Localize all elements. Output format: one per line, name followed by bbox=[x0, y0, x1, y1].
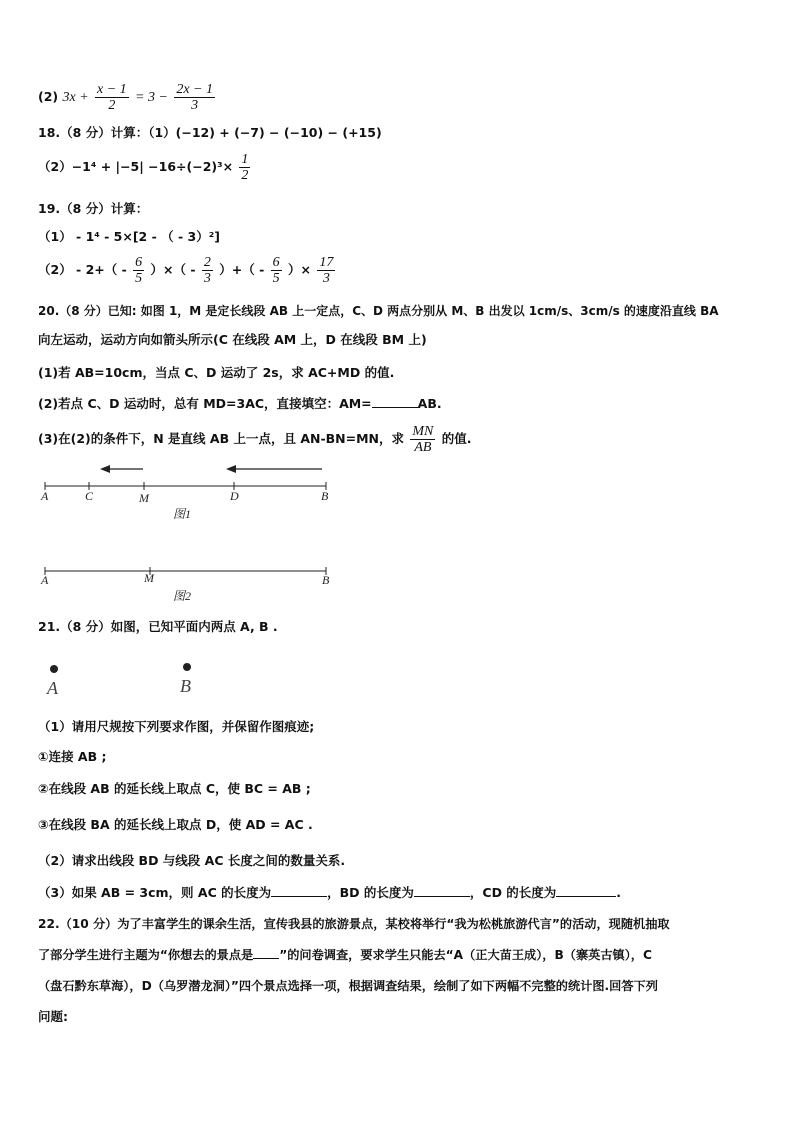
q21-step1a: ①连接 AB ; bbox=[38, 749, 107, 764]
q20-line2: 向左运动，运动方向如箭头所示(C 在线段 AM 上，D 在线段 BM 上) bbox=[38, 332, 427, 347]
point-b-label: B bbox=[180, 676, 191, 696]
q22-line2 bbox=[38, 946, 652, 964]
q21-step3-c: ，CD 的长度为 bbox=[469, 885, 557, 900]
q20-part2 bbox=[38, 395, 442, 413]
q21-step1c: ③在线段 BA 的延长线上取点 D，使 AD = AC . bbox=[38, 817, 313, 832]
q19-frac4-num: 17 bbox=[319, 255, 334, 270]
q22-line4: 问题: bbox=[38, 1009, 68, 1024]
q17-part2 bbox=[38, 82, 217, 113]
point-b-dot bbox=[183, 663, 191, 671]
q17-frac1-den: 2 bbox=[108, 98, 116, 113]
q19-frac2-num: 2 bbox=[203, 255, 211, 270]
fig2-label-a: A bbox=[41, 573, 49, 587]
q21-step3 bbox=[38, 884, 621, 902]
q17-frac2 bbox=[174, 82, 215, 113]
point-a-label: A bbox=[47, 678, 58, 698]
q19-part2-a: （2） - 2+（ - bbox=[38, 262, 127, 277]
fig1-label-c: C bbox=[85, 489, 94, 503]
q20-part2-b: AB. bbox=[417, 396, 442, 411]
q21-step1: （1）请用尺规按下列要求作图，并保留作图痕迹; bbox=[38, 719, 315, 734]
q18-part2 bbox=[38, 152, 252, 183]
q19-frac1-den: 5 bbox=[135, 271, 143, 286]
q21-ac-blank bbox=[271, 884, 327, 897]
q17-frac2-num: 2x − 1 bbox=[176, 82, 213, 97]
q21-cd-blank bbox=[556, 884, 616, 897]
q18-frac-den: 2 bbox=[241, 168, 249, 183]
q19-part2 bbox=[38, 255, 337, 286]
fig2-label-m: M bbox=[144, 571, 154, 585]
q22-line1: 22.（10 分）为了丰富学生的课余生活，宣传我县的旅游景点，某校将举行“我为松桃旅游代言”的活动，现随机抽取 bbox=[38, 917, 670, 931]
q19-frac4 bbox=[317, 255, 335, 286]
q20-part3-a: (3)在(2)的条件下，N 是直线 AB 上一点，且 AN-BN=MN，求 bbox=[38, 431, 405, 446]
figure-2 bbox=[30, 556, 350, 606]
q21-step3-a: （3）如果 AB = 3cm，则 AC 的长度为 bbox=[38, 885, 272, 900]
q20-line1: 20.（8 分）已知: 如图 1，M 是定长线段 AB 上一定点，C、D 两点分别从 M、B 出发以 1cm/s、3cm/s 的速度沿直线 BA bbox=[38, 304, 719, 318]
fig1-label-m: M bbox=[139, 491, 149, 505]
q22-line2-a: 了部分学生进行主题为“你想去的景点是 bbox=[38, 948, 254, 962]
fig2-label-b: B bbox=[322, 573, 330, 587]
q22-topic-blank bbox=[253, 946, 279, 959]
q21-step1b: ②在线段 AB 的延长线上取点 C，使 BC = AB ; bbox=[38, 781, 311, 796]
q19-frac3-den: 5 bbox=[272, 271, 280, 286]
q19-frac3 bbox=[271, 255, 282, 286]
q21-bd-blank bbox=[414, 884, 470, 897]
q17-frac1 bbox=[95, 82, 129, 113]
q19-frac2 bbox=[202, 255, 213, 286]
q19-frac1 bbox=[133, 255, 144, 286]
q21-step3-d: . bbox=[616, 885, 622, 900]
q21-step2: （2）请求出线段 BD 与线段 AC 长度之间的数量关系. bbox=[38, 853, 346, 868]
q19-part2-d: ）× bbox=[288, 262, 311, 277]
q20-frac bbox=[410, 424, 435, 455]
q22-line2-b: ”的问卷调查，要求学生只能去“A（正大苗王成），B（寨英古镇），C bbox=[279, 948, 652, 962]
q20-part2-a: (2)若点 C、D 运动时，总有 MD=3AC，直接填空：AM= bbox=[38, 396, 372, 411]
q21-points-figure bbox=[40, 660, 240, 700]
q20-part1: (1)若 AB=10cm，当点 C、D 运动了 2s，求 AC+MD 的值. bbox=[38, 365, 395, 380]
q18-head: 18.（8 分）计算：（1）(−12) + (−7) − (−10) − (+15) bbox=[38, 125, 382, 140]
point-a-dot bbox=[50, 665, 58, 673]
q18-frac-num: 1 bbox=[241, 152, 249, 167]
q19-part2-b: ）×（ - bbox=[150, 262, 196, 277]
figure-1 bbox=[30, 462, 350, 526]
q17-expr-b: = 3 − bbox=[135, 90, 168, 105]
q20-frac-num: MN bbox=[412, 424, 434, 439]
fig1-label-d: D bbox=[230, 489, 239, 503]
q18-frac bbox=[239, 152, 250, 183]
q20-part3-b: 的值. bbox=[441, 431, 472, 446]
q20-part3 bbox=[38, 424, 471, 455]
fig1-label-b: B bbox=[321, 489, 329, 503]
q19-part2-c: ）+（ - bbox=[219, 262, 265, 277]
fig2-caption: 图2 bbox=[173, 589, 192, 603]
q17-label: (2) bbox=[38, 89, 59, 104]
q21-step3-b: ，BD 的长度为 bbox=[327, 885, 414, 900]
q20-frac-den: AB bbox=[414, 440, 432, 455]
fig1-caption: 图1 bbox=[173, 507, 192, 521]
q19-frac1-num: 6 bbox=[135, 255, 143, 270]
q22-line3: （盘石黔东草海），D（乌罗潜龙洞）”四个景点选择一项，根据调查结果，绘制了如下两幅不完整的统计图.回答下列 bbox=[38, 979, 658, 993]
q19-frac2-den: 3 bbox=[203, 271, 211, 286]
q17-expr-a: 3x + bbox=[62, 90, 89, 105]
q19-frac4-den: 3 bbox=[322, 271, 330, 286]
q19-frac3-num: 6 bbox=[272, 255, 280, 270]
q21-head: 21.（8 分）如图，已知平面内两点 A, B . bbox=[38, 619, 278, 634]
q17-frac1-num: x − 1 bbox=[97, 82, 127, 97]
fig1-label-a: A bbox=[41, 489, 49, 503]
q19-head: 19.（8 分）计算： bbox=[38, 201, 149, 216]
q20-answer-blank bbox=[372, 395, 418, 408]
q17-frac2-den: 3 bbox=[191, 98, 199, 113]
q18-part2-text: （2）−1⁴ + |−5| −16÷(−2)³× bbox=[38, 159, 234, 174]
q19-part1: （1） - 1⁴ - 5×[2 - （ - 3）²] bbox=[38, 229, 220, 244]
